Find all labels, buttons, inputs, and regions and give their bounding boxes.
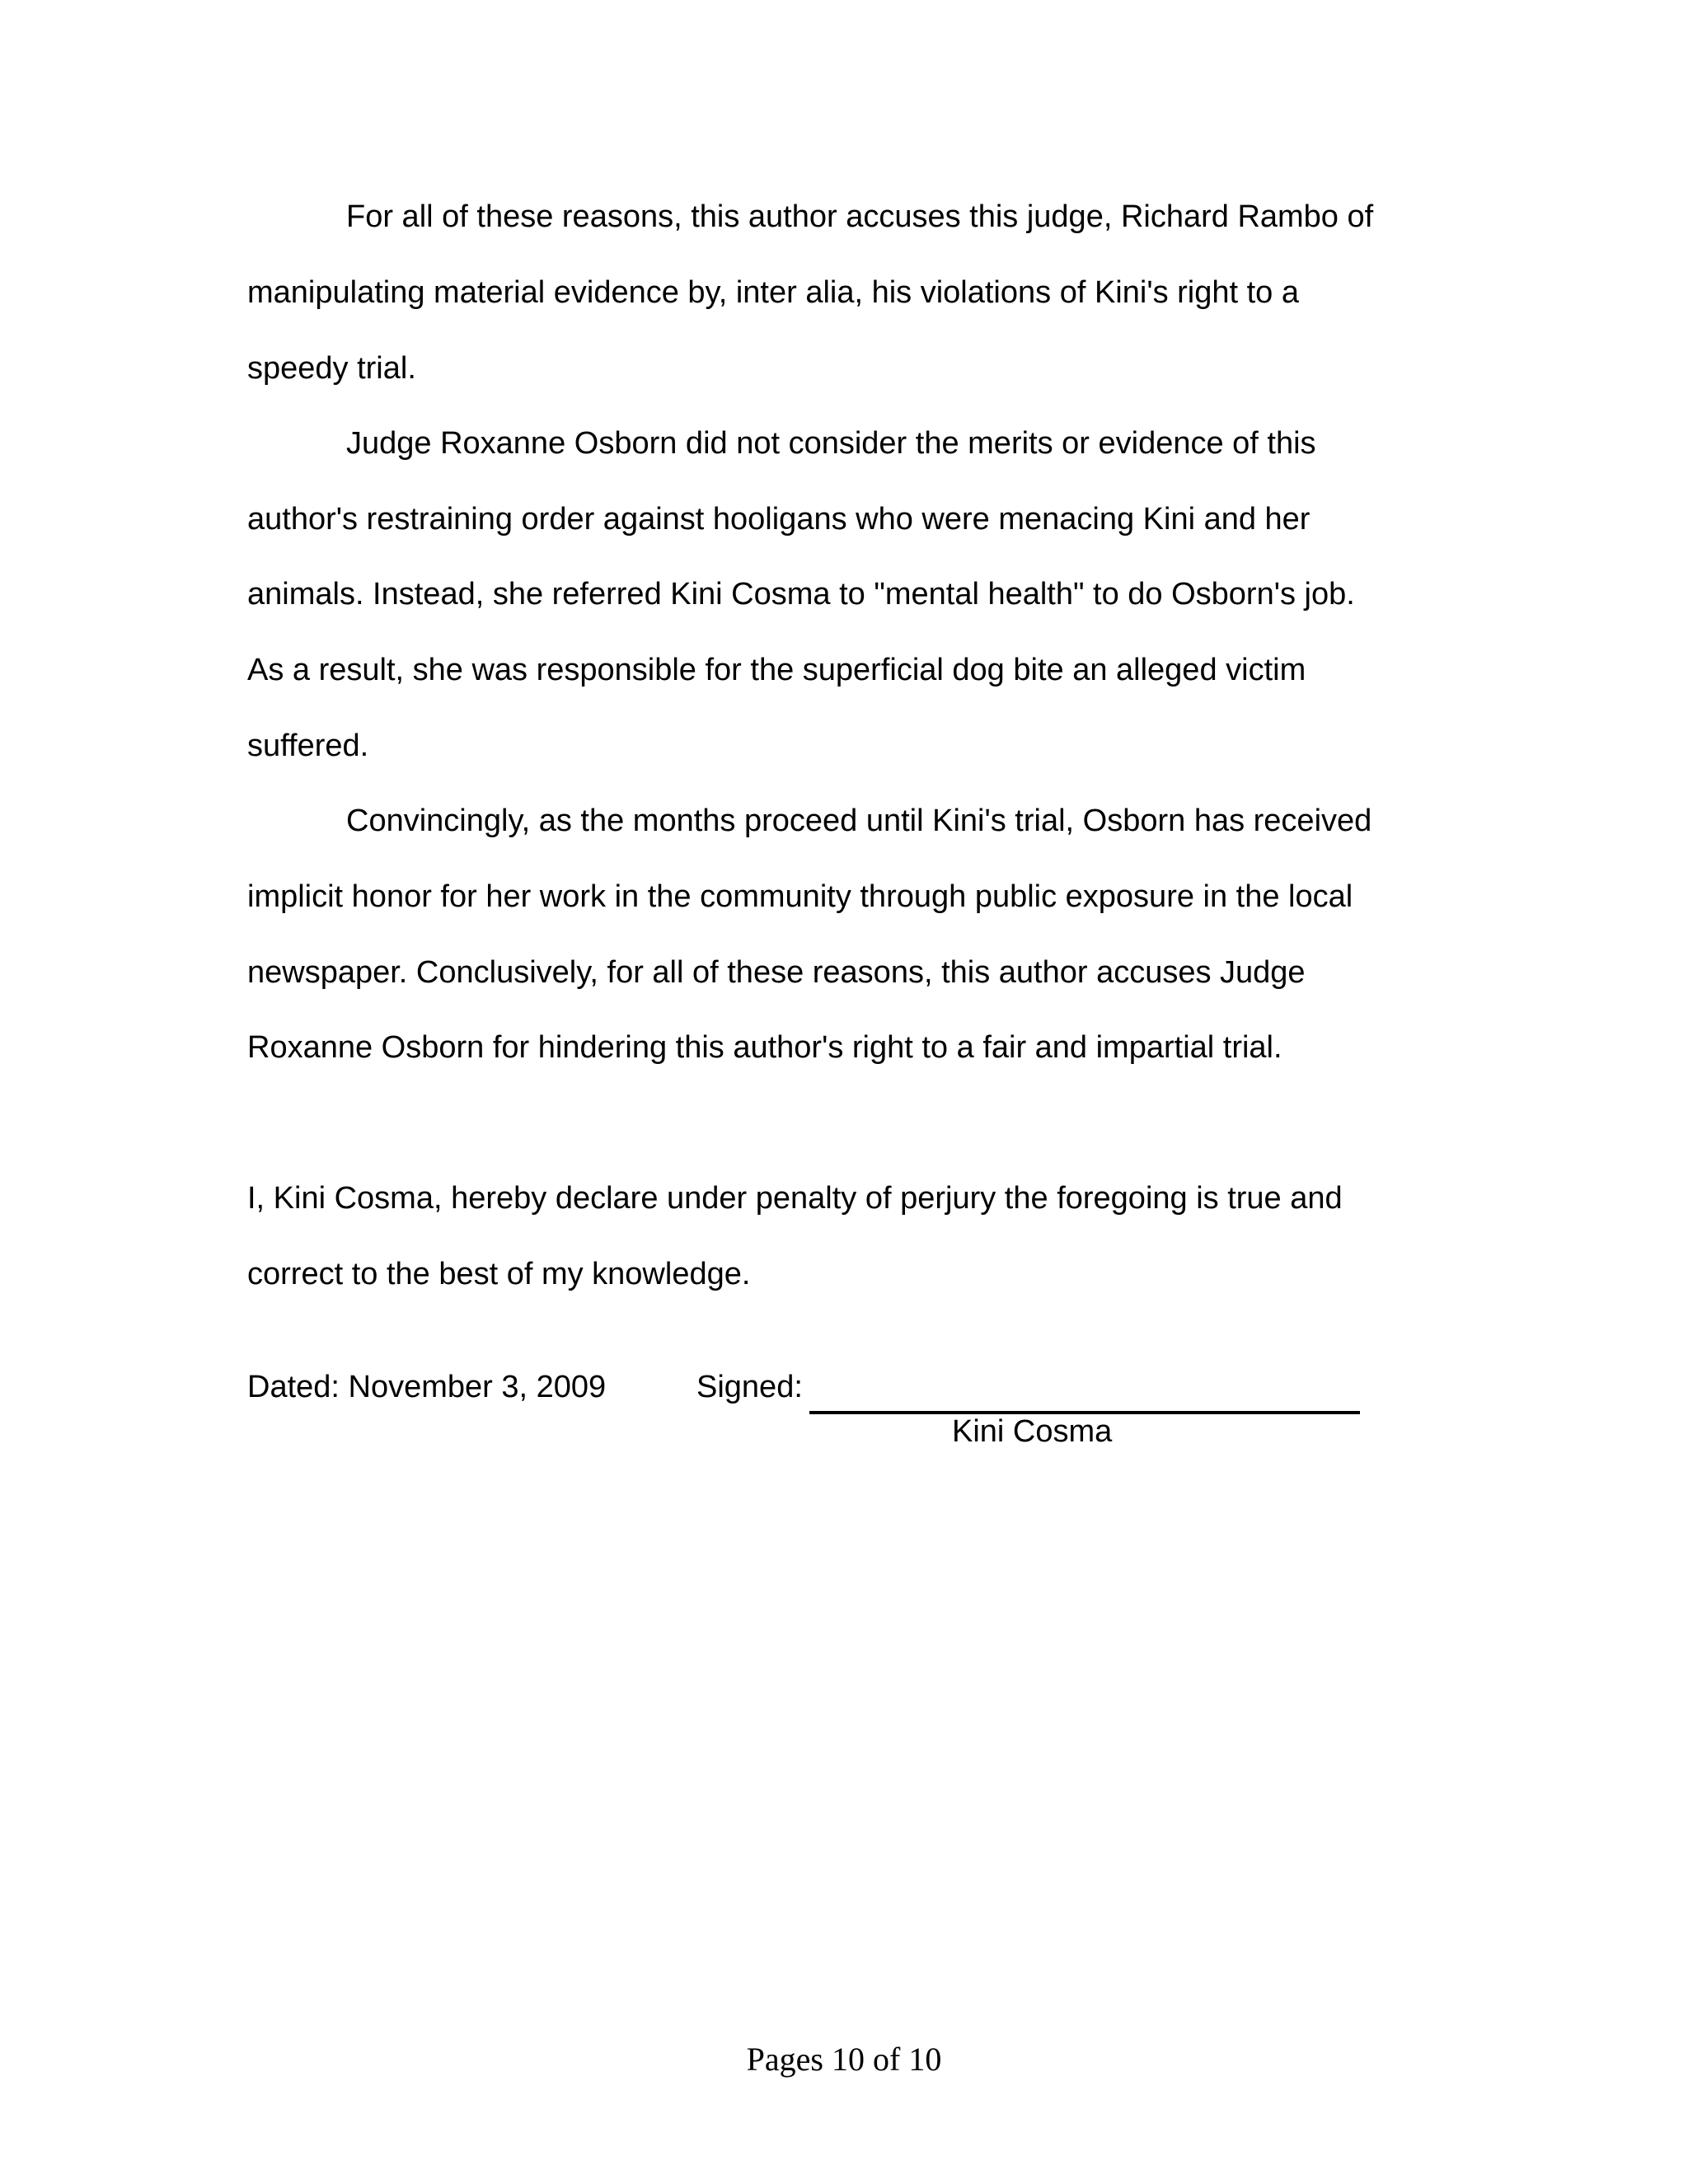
paragraph-2-line-5: suffered.: [247, 729, 369, 763]
paragraph-1-line-1: For all of these reasons, this author accuses this judge, Richard Rambo of: [346, 199, 1374, 234]
declaration-line-2: correct to the best of my knowledge.: [247, 1257, 751, 1291]
signed-label: Signed:: [696, 1370, 803, 1404]
paragraph-3-line-2: implicit honor for her work in the community through public exposure in the local: [247, 879, 1353, 914]
signer-name: Kini Cosma: [952, 1414, 1113, 1449]
paragraph-2-line-2: author's restraining order against hooligans who were menacing Kini and her: [247, 502, 1311, 537]
paragraph-2-line-3: animals. Instead, she referred Kini Cosma to "mental health" to do Osborn's job.: [247, 577, 1355, 612]
page-number-footer: Pages 10 of 10: [746, 2041, 942, 2078]
paragraph-1-line-3: speedy trial.: [247, 351, 416, 386]
declaration-line-1: I, Kini Cosma, hereby declare under penalty of perjury the foregoing is true and: [247, 1181, 1343, 1216]
dated-label: Dated: November 3, 2009: [247, 1370, 607, 1404]
paragraph-2-line-4: As a result, she was responsible for the superficial dog bite an alleged victim: [247, 653, 1306, 687]
paragraph-3-line-3: newspaper. Conclusively, for all of these reasons, this author accuses Judge: [247, 955, 1306, 990]
paragraph-1-line-2: manipulating material evidence by, inter alia, his violations of Kini's right to a: [247, 275, 1299, 310]
paragraph-3-line-1: Convincingly, as the months proceed until Kini's trial, Osborn has received: [346, 804, 1372, 838]
paragraph-2-line-1: Judge Roxanne Osborn did not consider the merits or evidence of this: [346, 426, 1316, 461]
paragraph-3-line-4: Roxanne Osborn for hindering this author's right to a fair and impartial trial.: [247, 1030, 1282, 1065]
